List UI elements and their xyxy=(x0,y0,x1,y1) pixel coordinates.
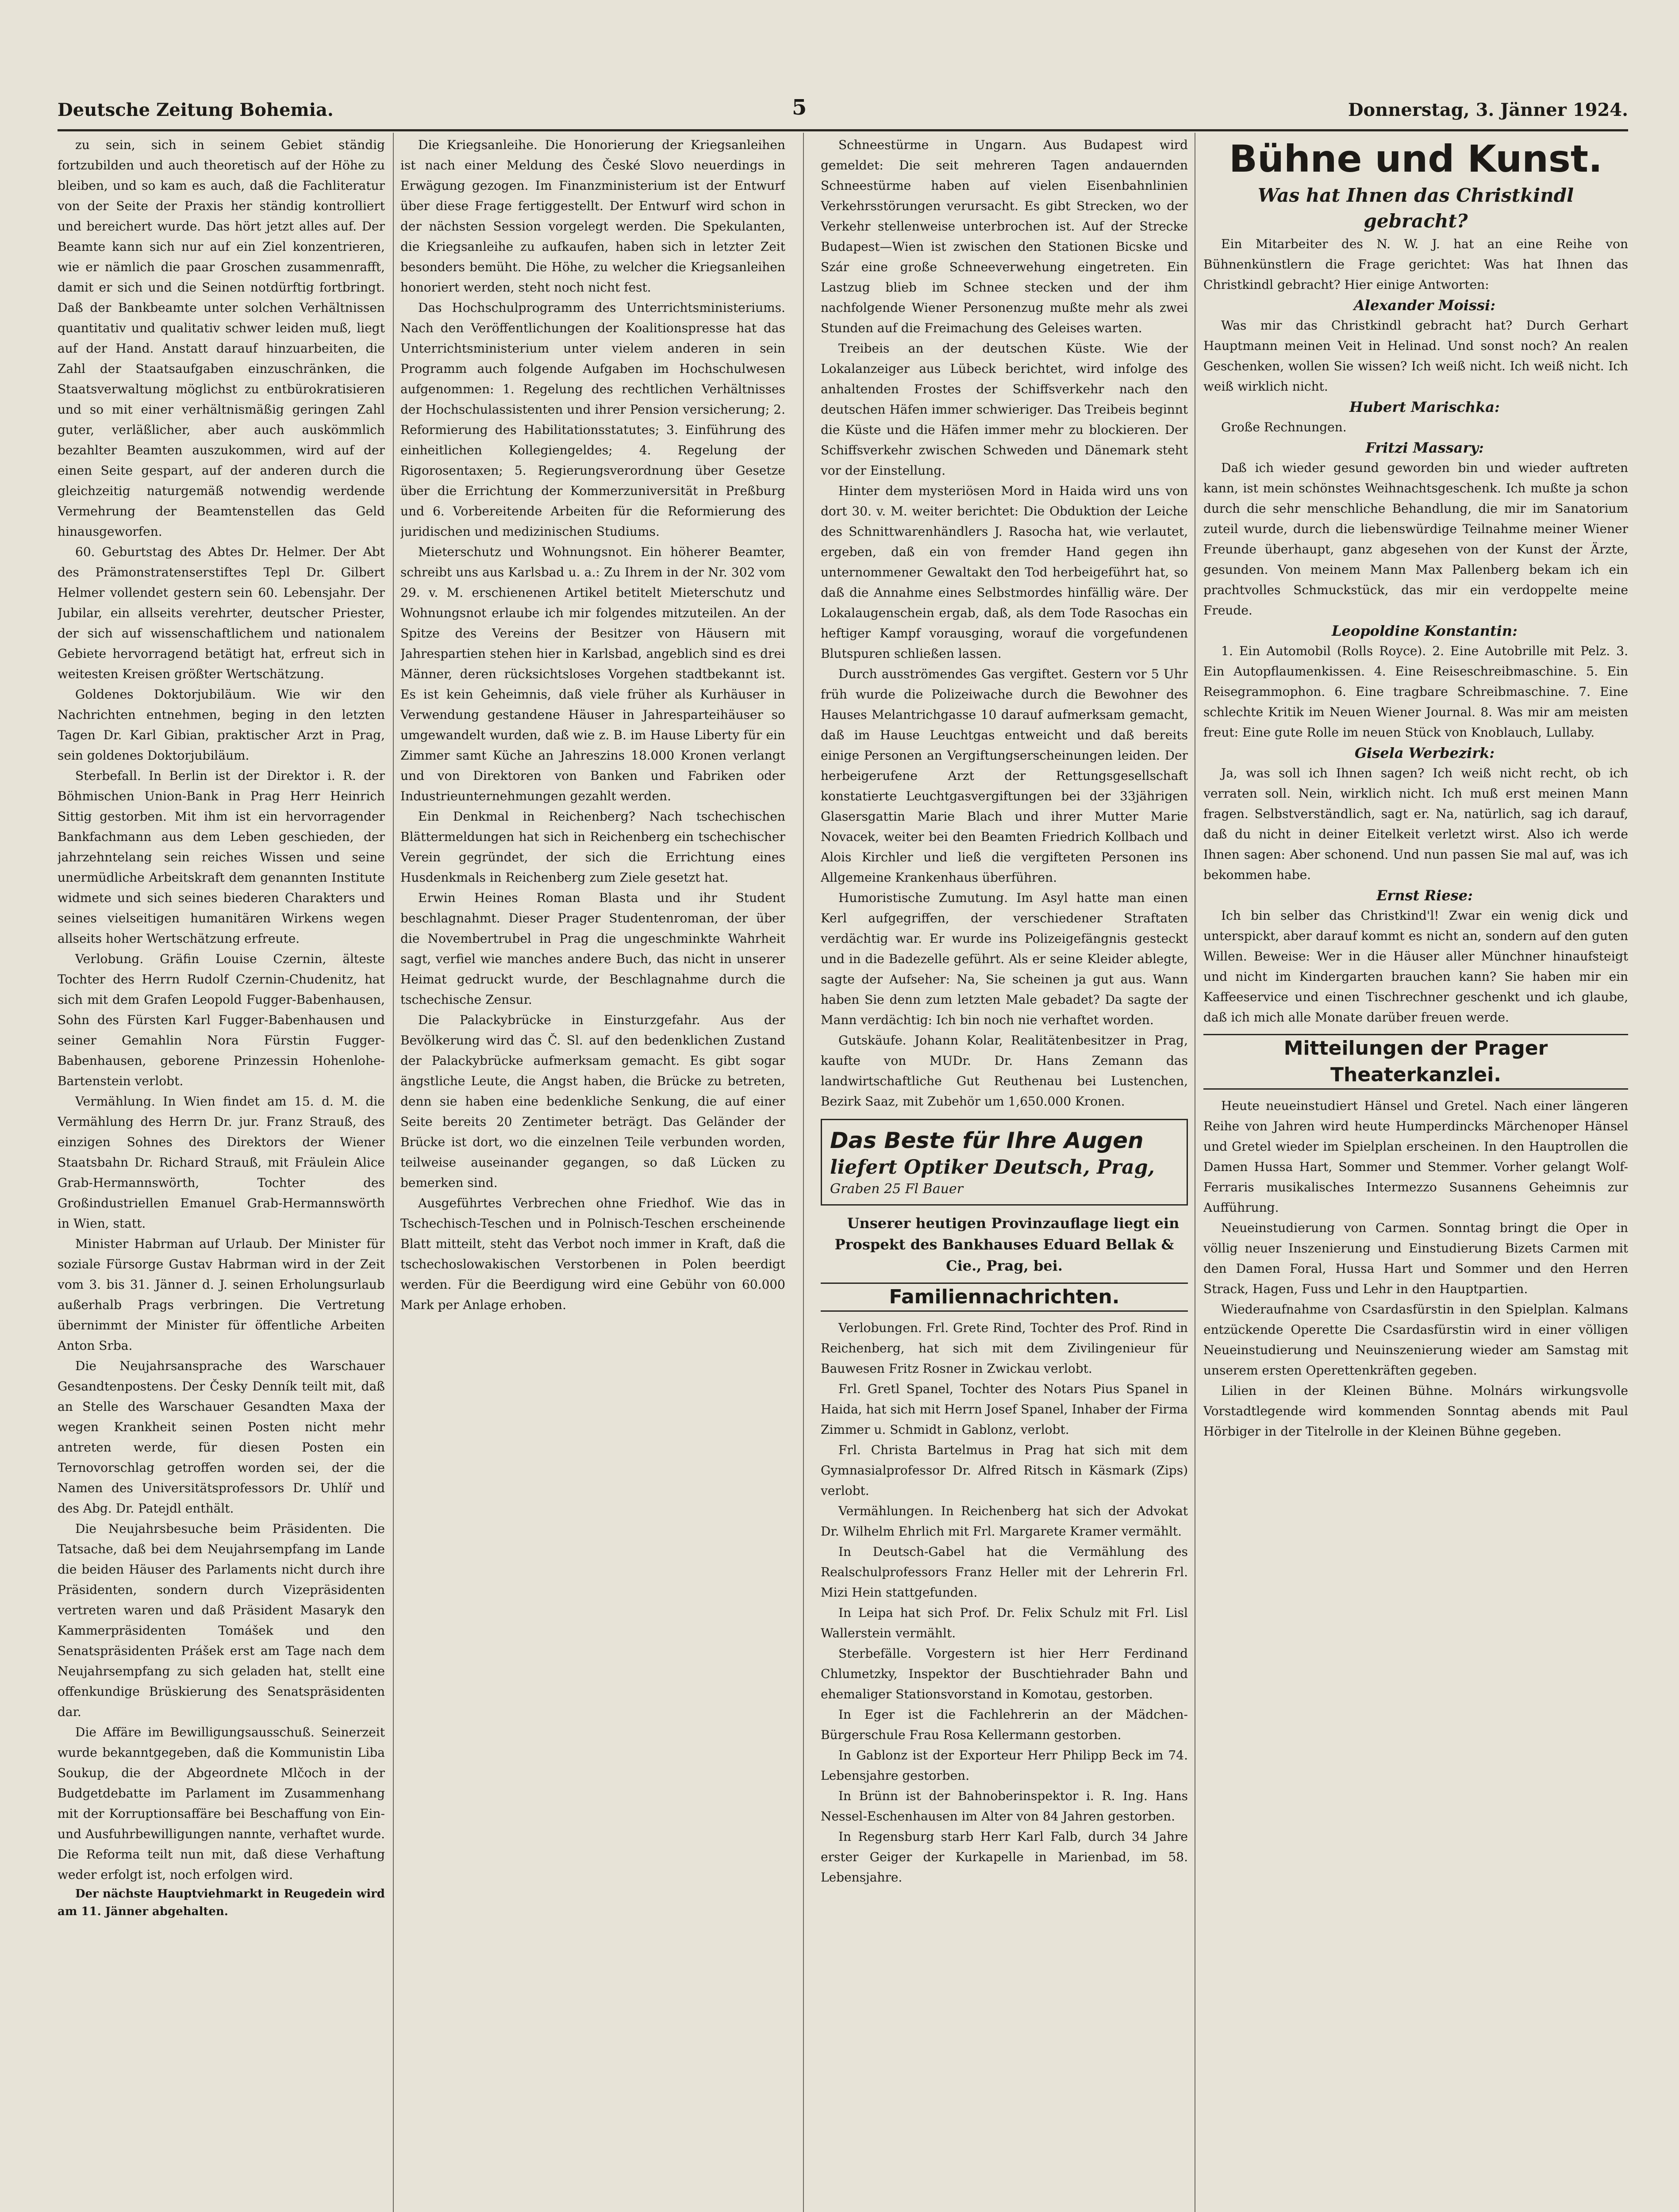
article-paragraph: 60. Geburtstag des Abtes Dr. Helmer. Der Abt des Prämonstratenserstiftes Tepl Dr. Gilbert Helmer vollendet gestern sein 60. Lebensjahr. Der Jubilar, ein allseits verehrter, deutscher Priester, der sich auf wissenschaftlichem und nationalem Gebiete hervorragend betätigt hat, erfreut sich in weitesten Kreisen größter Wertschätzung. xyxy=(58,545,385,681)
article-paragraph: Die Palackybrücke in Einsturzgefahr. Aus der Bevölkerung wird das Č. Sl. auf den bedenklichen Zustand der Palackybrücke aufmerksam gemacht. Es gibt sogar ängstliche Leute, die Angst haben, die Brücke zu betreten, denn sie haben eine bedenkliche Senkung, die auf einer Seite bereits 20 Zentimeter beträgt. Das Geländer der Brücke ist dort, wo die einzelnen Teile verbunden worden, teilweise auseinander gegangen, so daß Lücken zu bemerken sind. xyxy=(400,1013,785,1190)
article-paragraph: Ein Denkmal in Reichenberg? Nach tschechischen Blättermeldungen hat sich in Reichenberg ein tschechischer Verein gegründet, der sich die Errichtung eines Husdenkmals in Reichenberg zum Ziele gesetzt hat. xyxy=(400,809,785,885)
respondent-name: Leopoldine Konstantin: xyxy=(1332,622,1518,639)
column-1 xyxy=(58,135,385,2212)
footnote: Der nächste Hauptviehmarkt in Reugedein wird am 11. Jänner abgehalten. xyxy=(58,1887,385,1918)
article-paragraph: Die Kriegsanleihe. Die Honorierung der Kriegsanleihen ist nach einer Meldung des České Slovo neuerdings in Erwägung gezogen. Im Finanzministerium ist der Entwurf über diese Frage fertiggestellt. Der Entwurf wird schon in der nächsten Session vorgelegt werden. Die Spekulanten, die Kriegsanleihe zu aufkaufen, haben sich in letzter Zeit besonders bemüht. Die Höhe, zu welcher die Kriegsanleihen honoriert werden, steht noch nicht fest. xyxy=(400,138,785,295)
respondent-answer: Ja, was soll ich Ihnen sagen? Ich weiß nicht recht, ob ich verraten soll. Nein, wirklich nicht. Ich muß erst meinen Mann fragen. Selbstverständlich, sagt er. Na, natürlich, sag ich darauf, daß du nicht in deiner Eitelkeit verletzt wirst. Also ich werde Ihnen sagen: Aber schonend. Und nun passen Sie mal auf, was ich bekommen habe. xyxy=(1203,766,1628,882)
article-paragraph: Gutskäufe. Johann Kolar, Realitätenbesitzer in Prag, kaufte von MUDr. Dr. Hans Zemann das landwirtschaftliche Gut Reuthenau bei Lustenchen, Bezirk Saaz, mit Zubehör um 1,650.000 Kronen. xyxy=(821,1033,1188,1109)
ad-address: Graben 25 Fl Bauer xyxy=(830,1181,964,1197)
column-divider xyxy=(803,133,804,2212)
family-news-item: In Regensburg starb Herr Karl Falb, durch 34 Jahre erster Geiger der Kurkapelle in Marienbad, im 58. Lebensjahre. xyxy=(821,1829,1188,1885)
article-paragraph: Durch ausströmendes Gas vergiftet. Gestern vor 5 Uhr früh wurde die Polizeiwache durch die Bewohner des Hauses Melantrichgasse 10 darauf aufmerksam gemacht, daß im Hause Leuchtgas entweicht und daß bereits einige Personen an Vergiftungserscheinungen leiden. Der herbeigerufene Arzt der Rettungsgesellschaft konstatierte Leuchtgasvergiftungen bei der 33jährigen Glasersgattin Marie Blach und ihrer Mutter Marie Novacek, weiter bei den Beamten Friedrich Kollbach und Alois Kirchler und ließ die vergifteten Personen ins Allgemeine Krankenhaus überführen. xyxy=(821,667,1188,885)
article-paragraph: Die Affäre im Bewilligungsausschuß. Seinerzeit wurde bekanntgegeben, daß die Kommunistin Liba Soukup, die der Abgeordnete Mlčoch in der Budgetdebatte im Parlament im Zusammenhang mit der Korruptionsaffäre bei Beschaffung von Ein- und Ausfuhrbewilligungen nannte, verhaftet wurde. Die Reforma teilt nun mit, daß diese Verhaftung weder erfolgt ist, noch erfolgen wird. xyxy=(58,1725,385,1882)
theater-item: Wiederaufnahme von Csardasfürstin in den Spielplan. Kalmans entzückende Operette Die Csardasfürstin wird in einer völligen Neueinstudierung und Neuinszenierung wieder am Samstag mit unserem ersten Operettenkräften gegeben. xyxy=(1203,1302,1628,1378)
family-news-item: In Gablonz ist der Exporteur Herr Philipp Beck im 74. Lebensjahre gestorben. xyxy=(821,1748,1188,1783)
optician-advertisement xyxy=(821,1119,1188,1206)
theater-item: Neueinstudierung von Carmen. Sonntag bringt die Oper in völlig neuer Inszenierung und Einstudierung Bizets Carmen mit den Damen Foral, Hussa Hart und Sommer und den Herren Strack, Hagen, Fuss und Lehr in den Hauptpartien. xyxy=(1203,1221,1628,1296)
article-paragraph: Verlobung. Gräfin Louise Czernin, älteste Tochter des Herrn Rudolf Czernin-Chudenitz, hat sich mit dem Grafen Leopold Fugger-Babenhausen, Sohn des Fürsten Karl Fugger-Babenhausen und seiner Gemahlin Nora Fürstin Fugger-Babenhausen, geborene Prinzessin Hohenlohe-Bartenstein verlobt. xyxy=(58,952,385,1088)
ad-company: liefert Optiker Deutsch, Prag, xyxy=(830,1156,1155,1179)
respondent-name: Hubert Marischka: xyxy=(1349,399,1500,415)
family-news-item: In Deutsch-Gabel hat die Vermählung des Realschulprofessors Franz Heller mit der Lehrerin Frl. Mizi Hein stattgefunden. xyxy=(821,1544,1188,1600)
section-title: Bühne und Kunst. xyxy=(1229,137,1602,180)
column-2 xyxy=(400,135,785,2212)
family-news-item: Verlobungen. Frl. Grete Rind, Tochter des Prof. Rind in Reichenberg, hat sich mit dem Zivilingenieur für Bauwesen Fritz Rosner in Zwickau verlobt. xyxy=(821,1321,1188,1376)
family-news-item: Frl. Christa Bartelmus in Prag hat sich mit dem Gymnasialprofessor Dr. Alfred Ritsch in Käsmark (Zips) verlobt. xyxy=(821,1443,1188,1498)
respondent-name: Gisela Werbezirk: xyxy=(1354,745,1495,761)
article-paragraph: Das Hochschulprogramm des Unterrichtsministeriums. Nach den Veröffentlichungen der Koalitionspresse hat das Unterrichtsministerium unter vielem anderen in sein Programm auch folgende Aufgaben im Hochschulwesen aufgenommen: 1. Regelung des rechtlichen Verhältnisses der Hochschulassistenten und ihrer Pension versicherung; 2. Reformierung des Habilitationsstatutes; 3. Einführung des einheitlichen Kollegiengeldes; 4. Regelung der Rigorosentaxen; 5. Regierungsverordnung über Gesetze über die Errichtung der Kommerzuniversität in Preßburg und 6. Vorbereitende Arbeiten für die Reformierung des juridischen und medizinischen Studiums. xyxy=(400,300,785,539)
section-subtitle: Was hat Ihnen das Christkindl gebracht? xyxy=(1257,184,1574,232)
family-news-item: In Brünn ist der Bahnoberinspektor i. R. Ing. Hans Nessel-Eschenhausen im Alter von 84 Jahren gestorben. xyxy=(821,1789,1188,1824)
column-4 xyxy=(1203,135,1628,2212)
article-paragraph: Mieterschutz und Wohnungsnot. Ein höherer Beamter, schreibt uns aus Karlsbad u. a.: Zu Ihrem in der Nr. 302 vom 29. v. M. erschienenen Artikel betitelt Mieterschutz und Wohnungsnot erlaube ich mir folgendes mitzuteilen. An der Spitze des Vereins der Besitzer von Häusern mit Jahrespartien stehen hier in Karlsbad, angeblich sind es drei Männer, deren rücksichtsloses Vorgehen stadtbekannt ist. Es ist kein Geheimnis, daß viele früher als Kurhäuser in Verwendung gestandene Häuser in Jahresparteihäuser so umgewandelt wurden, daß wie z. B. im Hause Liberty für ein Zimmer samt Küche an Jahreszins 18.000 Kronen verlangt und von Direktoren von Banken und Fabriken oder Industrieunternehmungen gezahlt werden. xyxy=(400,545,785,803)
page-number: 5 xyxy=(792,95,807,120)
article-paragraph: Die Neujahrsbesuche beim Präsidenten. Die Tatsache, daß bei dem Neujahrsempfang im Lande die beiden Häuser des Parlaments nicht durch ihre Präsidenten, sondern durch Vizepräsidenten vertreten waren und daß Präsident Masaryk den Kammerpräsidenten Tomášek und den Senatspräsidenten Prášek erst am Tage nach dem Neujahrsempfang zu sich geladen hat, stellt eine offenkundige Brüskierung des Senatspräsidenten dar. xyxy=(58,1521,385,1719)
theater-office-title: Mitteilungen der Prager Theaterkanzlei. xyxy=(1203,1034,1628,1090)
article-paragraph: Humoristische Zumutung. Im Asyl hatte man einen Kerl aufgegriffen, der verschiedener Straftaten verdächtig war. Er wurde ins Polizeigefängnis gesteckt und in die Badezelle geführt. Als er seine Kleider ablegte, sagte der Aufseher: Na, Sie scheinen ja gut aus. Wann haben Sie denn zum letzten Male gebadet? Da sagte der Mann verdächtig: Ich bin noch nie verhaftet worden. xyxy=(821,891,1188,1027)
article-paragraph: Vermählung. In Wien findet am 15. d. M. die Vermählung des Herrn Dr. jur. Franz Strauß, des einzigen Sohnes des Direktors der Wiener Staatsbahn Dr. Richard Strauß, mit Fräulein Alice Grab-Hermannswörth, Tochter des Großindustriellen Emanuel Grab-Hermannswörth in Wien, statt. xyxy=(58,1094,385,1231)
theater-item: Lilien in der Kleinen Bühne. Molnárs wirkungsvolle Vorstadtlegende wird kommenden Sonntag abends mit Paul Hörbiger in der Titelrolle in der Kleinen Bühne gegeben. xyxy=(1203,1383,1628,1439)
intro-paragraph: Ein Mitarbeiter des N. W. J. hat an eine Reihe von Bühnenkünstlern die Frage gerichtet: Was hat Ihnen das Christkindl gebracht? Hier einige Antworten: xyxy=(1203,237,1628,292)
article-paragraph: Minister Habrman auf Urlaub. Der Minister für soziale Fürsorge Gustav Habrman wird in der Zeit vom 3. bis 31. Jänner d. J. seinen Erholungsurlaub außerhalb Prags verbringen. Die Vertretung übernimmt der Minister für öffentliche Arbeiten Anton Srba. xyxy=(58,1237,385,1353)
article-paragraph: Hinter dem mysteriösen Mord in Haida wird uns von dort 30. v. M. weiter berichtet: Die Obduktion der Leiche des Schnittwarenhändlers J. Rasocha hat, wie verlautet, ergeben, daß ein von fremder Hand gegen ihn unternommener Gewaltakt den Tod herbeigeführt hat, so daß die Annahme eines Selbstmordes hinfällig wäre. Der Lokalaugenschein ergab, daß, als dem Tode Rasochas ein heftiger Kampf vorausging, worauf die vorgefundenen Blutspuren schließen lassen. xyxy=(821,484,1188,661)
column-divider xyxy=(393,133,394,2212)
respondent-answer: 1. Ein Automobil (Rolls Royce). 2. Eine Autobrille mit Pelz. 3. Ein Autopflaumenkissen. 4. Eine Reiseschreibmaschine. 5. Ein Reisegrammophon. 6. Eine tragbare Schreibmaschine. 7. Eine schlechte Kritik im Neuen Wiener Journal. 8. Was mir am meisten freut: Eine gute Rolle im neuen Stück von Knoblauch, Lullaby. xyxy=(1203,644,1628,740)
header-rule xyxy=(58,129,1628,131)
respondent-name: Alexander Moissi: xyxy=(1353,297,1496,314)
family-news-item: Sterbefälle. Vorgestern ist hier Herr Ferdinand Chlumetzky, Inspektor der Buschtiehrader Bahn und ehemaliger Stationsvorstand in Komotau, gestorben. xyxy=(821,1646,1188,1701)
column-3 xyxy=(821,135,1188,2212)
article-paragraph: Schneestürme in Ungarn. Aus Budapest wird gemeldet: Die seit mehreren Tagen andauernden Schneestürme haben auf vielen Eisenbahnlinien Verkehrsstörungen verursacht. Es gibt Strecken, wo der Verkehr stellenweise unterbrochen ist. Auf der Strecke Budapest—Wien ist zwischen den Stationen Bicske und Szár eine große Schneeverwehung eingetreten. Ein Lastzug blieb im Schnee stecken und der ihm nachfolgende Wiener Personenzug mußte mehr als zwei Stunden auf die Freimachung des Geleises warten. xyxy=(821,138,1188,335)
family-news-title: Familiennachrichten. xyxy=(821,1283,1188,1312)
article-paragraph: zu sein, sich in seinem Gebiet ständig fortzubilden und auch theoretisch auf der Höhe zu bleiben, und so kam es auch, daß die Fachliteratur von der Seite der Praxis her ständig kontrolliert und bereichert wurde. Das hört jetzt alles auf. Der Beamte kann sich nur auf ein Ziel konzentrieren, wie er nämlich die paar Groschen zusammenrafft, damit er sich und die Seinen notdürftig fortbringt. Daß der Bankbeamte unter solchen Verhältnissen quantitativ und qualitativ schwer leiden muß, liegt auf der Hand. Anstatt darauf hinzuarbeiten, die Zahl der Staatsaufgaben einzuschränken, die Staatsverwaltung möglichst zu entbürokratisieren und so mit einer verhältnismäßig geringen Zahl guter, verläßlicher, aber auch auskömmlich bezahlter Beamten auszukommen, wird auf der einen Seite gespart, auf der anderen durch die gleichzeitig naturgemäß notwendig werdende Vermehrung der Beamtenstellen das Geld hinausgeworfen. xyxy=(58,138,385,539)
issue-date: Donnerstag, 3. Jänner 1924. xyxy=(1348,100,1628,120)
respondent-answer: Ich bin selber das Christkind'l! Zwar ein wenig dick und unterspickt, aber darauf kommt es nicht an, sondern auf den guten Willen. Beweise: Wer in die Häuser aller Münchner hinaufsteigt und nicht im Kindergarten brauchen kann? Sie haben mir ein Kaffeeservice und einen Tischrechner geschenkt und ich glaube, daß ich mich alle Monate darüber freuen werde. xyxy=(1203,908,1628,1025)
article-paragraph: Goldenes Doktorjubiläum. Wie wir den Nachrichten entnehmen, beging in den letzten Tagen Dr. Karl Gibian, praktischer Arzt in Prag, sein goldenes Doktorjubiläum. xyxy=(58,687,385,763)
ad-headline: Das Beste für Ihre Augen xyxy=(830,1128,1144,1153)
respondent-answer: Was mir das Christkindl gebracht hat? Durch Gerhart Hauptmann meinen Veit in Helinad. Und sonst noch? An realen Geschenken, wollen Sie wissen? Ich weiß nicht. Ich weiß nicht. Ich weiß wirklich nicht. xyxy=(1203,318,1628,394)
family-news-item: Vermählungen. In Reichenberg hat sich der Advokat Dr. Wilhelm Ehrlich mit Frl. Margarete Kramer vermählt. xyxy=(821,1504,1188,1539)
respondent-name: Fritzi Massary: xyxy=(1365,439,1484,456)
article-paragraph: Sterbefall. In Berlin ist der Direktor i. R. der Böhmischen Union-Bank in Prag Herr Heinrich Sittig gestorben. Mit ihm ist ein hervorragender Bankfachmann aus dem Leben geschieden, der jahrzehntelang sein reiches Wissen und seine unermüdliche Arbeitskraft dem genannten Institute widmete und sich seines biederen Charakters und seines vielseitigen humanitären Wirkens wegen allseits hoher Wertschätzung erfreute. xyxy=(58,768,385,946)
article-paragraph: Die Neujahrsansprache des Warschauer Gesandtenpostens. Der Česky Denník teilt mit, daß an Stelle des Warschauer Gesandten Maxa der wegen Krankheit seinen Posten nicht mehr antreten werde, für diesen Posten ein Ternovorschlag getroffen worden sei, der die Namen des Universitätsprofessors Dr. Uhlíř und des Abg. Dr. Patejdl enthält. xyxy=(58,1359,385,1516)
article-paragraph: Ausgeführtes Verbrechen ohne Friedhof. Wie das in Tschechisch-Teschen und in Polnisch-Teschen erscheinende Blatt mitteilt, steht das Verbot noch immer in Kraft, daß die tschechoslowakischen Verstorbenen in Polen beerdigt werden. Für die Beerdigung wird eine Gebühr von 60.000 Mark per Anlage erhoben. xyxy=(400,1196,785,1312)
supplement-notice: Unserer heutigen Provinzauflage liegt ein Prospekt des Bankhauses Eduard Bellak & Cie., Prag, bei. xyxy=(834,1215,1180,1274)
theater-item: Heute neueinstudiert Hänsel und Gretel. Nach einer längeren Reihe von Jahren wird heute Humperdincks Märchenoper Hänsel und Gretel wieder im Spielplan erscheinen. In den Hauptrollen die Damen Hussa Hart, Sommer und Stemmer. Vorher gelangt Wolf-Ferraris musikalisches Intermezzo Susannens Geheimnis zur Aufführung. xyxy=(1203,1098,1628,1215)
family-news-item: In Leipa hat sich Prof. Dr. Felix Schulz mit Frl. Lisl Wallerstein vermählt. xyxy=(821,1605,1188,1640)
family-news-item: In Eger ist die Fachlehrerin an der Mädchen-Bürgerschule Frau Rosa Kellermann gestorben. xyxy=(821,1707,1188,1742)
article-paragraph: Treibeis an der deutschen Küste. Wie der Lokalanzeiger aus Lübeck berichtet, wird infolge des anhaltenden Frostes der Schiffsverkehr nach den deutschen Häfen immer schwieriger. Das Treibeis beginnt die Küste und die Häfen immer mehr zu blockieren. Der Schiffsverkehr zwischen Schweden und Dänemark steht vor der Einstellung. xyxy=(821,341,1188,478)
article-paragraph: Erwin Heines Roman Blasta und ihr Student beschlagnahmt. Dieser Prager Studentenroman, der über die Novembertrubel in Prag die ungeschminkte Wahrheit sagt, verfiel wie manches andere Buch, das nicht in unserer Heimat gedruckt wurde, der Beschlagnahme durch die tschechische Zensur. xyxy=(400,891,785,1007)
family-news-item: Frl. Gretl Spanel, Tochter des Notars Pius Spanel in Haida, hat sich mit Herrn Josef Spanel, Inhaber der Firma Zimmer u. Schmidt in Gablonz, verlobt. xyxy=(821,1382,1188,1437)
page-header xyxy=(58,95,1628,126)
respondent-name: Ernst Riese: xyxy=(1376,887,1473,904)
respondent-answer: Große Rechnungen. xyxy=(1221,420,1347,434)
respondent-answer: Daß ich wieder gesund geworden bin und wieder auftreten kann, ist mein schönstes Weihnachtsgeschenk. Ich mußte ja schon durch die sehr menschliche Behandlung, die mir im Sanatorium zuteil wurde, durch die liebenswürdige Teilnahme meiner Wiener Freunde überhaupt, ganz abgesehen von der Kunst der Ärzte, gesunden. Von meinem Mann Max Pallenberg bekam ich ein prachtvolles Schmuckstück, das mir ein verdoppelte meine Freude. xyxy=(1203,461,1628,618)
newspaper-name: Deutsche Zeitung Bohemia. xyxy=(58,100,334,120)
